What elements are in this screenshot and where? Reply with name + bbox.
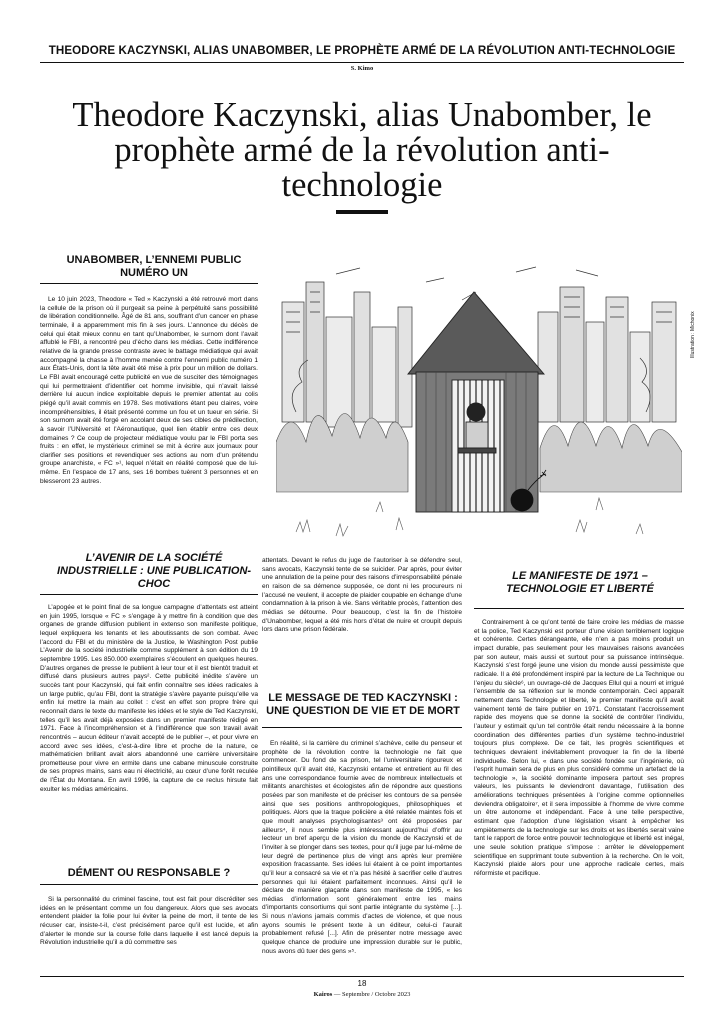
illustration	[276, 262, 682, 544]
section-rule	[40, 283, 258, 284]
section-body-avenir: L’apogée et le point final de sa longue campagne d’attentats est atteint en juin 1995, lorsque « FC » s’engage à y mettre fin à condition que des organes de grande diffusion publient in extenso son manifeste politique, lequel expliquera les tenants et les aboutissants de son combat. Avec l’accord du FBI et du ministère de la Justice, le Washington Post publie L’Avenir de la société industrielle comme supplément à son édition du 19 septembre 1995. Les 850.000 exemplaires s’écoulent en quelques heures. D’autres organes de presse le publient à leur tour et il est bientôt traduit et diffusé dans plusieurs autres pays². Cette publicité inédite s’avère un succès tant pour Kaczynski, qui fait enfin connaître ses idées radicales à un large public, qu’au FBI, dont la stratégie s’avère payante puisqu’elle va enfin lui mettre la main au collet : c’est en effet son propre frère qui reconnaît dans le texte du manifeste les idées et le style de Ted Kaczynski, telles qu’il les avait déjà exposées dans un premier manifeste rédigé en 1971. Face à l’incompréhension et à l’indifférence que son travail avait rencontrés – aucun éditeur n’avait accepté de le publier –, et pour vivre en accord avec ses idées, c’est-à-dire libre et proche de la nature, ce mathématicien brillant avait alors abandonné une carrière universitaire prometteuse pour vivre en ermite dans une cabane minuscule construite de ses propres mains, sans eau ni électricité, au cœur d’une forêt reculée de l’État du Montana. En avril 1996, la capture de ce reclus hirsute fait exulter les médias américains.	[40, 604, 258, 793]
section-title-message: LE MESSAGE DE TED KACZYNSKI : UNE QUESTION DE VIE ET DE MORT	[266, 692, 460, 717]
section-rule	[40, 884, 258, 885]
footer-rule	[40, 976, 684, 977]
section-body-unabomber: Le 10 juin 2023, Theodore « Ted » Kaczynski a été retrouvé mort dans la cellule de la prison où il purgeait sa peine à perpétuité sans possibilité de libération conditionnelle. Âgé de 81 ans, souffrant d’un cancer en phase terminale, il a apparemment mis fin à ses jours. L’annonce du décès de celui qui était mieux connu en tant qu’Unabomber, le surnom dont l’avait affublé le FBI, a rencontré peu d’écho dans les médias. Cette indifférence relative de la grande presse contraste avec le battage médiatique qui avait accompagné la chasse à l’homme menée contre l’ennemi public numéro 1 aux États-Unis, dont la tête avait été mise à prix pour un million de dollars. Le FBI avait encouragé cette publicité en vue de susciter des témoignages qui lui permettraient d’identifier cet homme invisible, qui n’avait laissé derrière lui aucun indice exploitable depuis le premier attentat au colis piégé qu’il avait commis en 1978. Ses motivations étant peu claires, voire incompréhensibles, il était présenté comme un fou et un tueur en série. Si son surnom avait été forgé en accolant deux de ses cibles de prédilection, à savoir l’UNiversité et l’Aéronautique, quel lien établir entre ces deux domaines ? Ce coup de projecteur médiatique voulu par le FBI porta ses fruits : en effet, le mystérieux criminel se mit à écrire aux journaux pour clarifier ses positions et revendiquer ses actions au nom d’un prétendu groupe anarchiste, « FC »¹, lequel n’était en réalité composé que de lui-même. En l’espace de 17 ans, ses 16 bombes tuèrent 3 personnes et en blesseront 23 autres.	[40, 296, 258, 485]
section-body-dement: Si la personnalité du criminel fascine, tout est fait pour discréditer ses idées en le présentant comme un fou dangereux. Alors que ses avocats entendent plaider la folie pour lui éviter la peine de mort, il tente de les récuser car, insiste-t-il, c’est précisément parce qu’il est lucide, et afin d’alerter le monde sur la course folle dans laquelle il est lancé depuis la Révolution industrielle qu’il a dû commettre ses	[40, 896, 258, 947]
section-rule	[474, 608, 684, 609]
magazine-name: Kairos	[313, 991, 333, 998]
section-kicker: THEODORE KACZYNSKI, ALIAS UNABOMBER, LE PROPHÈTE ARMÉ DE LA RÉVOLUTION ANTI-TECHNOLOGIE	[48, 44, 676, 57]
section-body-manifeste: Contrairement à ce qu’ont tenté de faire croire les médias de masse et la police, Ted Kaczynski est porteur d’une vision terriblement logique et cohérente. Certes dérangeante, elle n’en a pas moins produit un impact durable, pas seulement pour les mauvaises raisons avancées par son auteur, mais aussi et surtout pour sa puissance intrinsèque. Kaczynski s’est forgé jeune une vision du monde aussi pessimiste que radicale. Il a été profondément inspiré par la lecture de La Technique ou l’enjeu du siècle⁶, un ouvrage-clé de Jacques Ellul qui a nourri et irrigué l’ensemble de sa réflexion sur le monde contemporain. Ceci apparaît nettement dans Technologie et liberté, le premier manifeste qu’il avait vainement tenté de faire publier en 1971. Constatant l’accroissement rapide des moyens que se donne la société de contrôler l’individu, l’auteur y estimait qu’un tel contrôle était rendu nécessaire à la bonne coordination des différentes parties d’un système techno-industriel toujours plus complexe. De ce fait, les progrès scientifiques et techniques devraient inévitablement provoquer la fin de la liberté individuelle. Selon lui, « dans une société fondée sur l’ingénierie, où l’esprit humain sera de plus en plus considéré comme un artefact de la technologie », la société dominante imposera partout ses propres valeurs, les puissants le deviendront davantage, l’utilisation des améliorations techniques présentées à l’origine comme optionnelles deviendra obligatoire⁷, et il sera impossible à l’homme de vivre comme un être autonome et indépendant. Face à une telle perspective, estimant que l’adoption d’une législation visant à empêcher les empiètements de la technologie sur les droits et les libertés serait vaine tant le rapport de force entre pouvoir technologique et liberté est inégal, une seule solution pratique s’impose : arrêter le développement scientifique en supprimant toute subvention à la recherche. On le voit, Kaczynski plaide alors pour une approche radicale certes, mais réformiste et pacifique.	[474, 619, 684, 878]
header-rule	[40, 62, 684, 63]
title-underline	[336, 210, 388, 214]
cabin-illustration	[276, 262, 682, 544]
section-title-unabomber: UNABOMBER, L’ENNEMI PUBLIC NUMÉRO UN	[66, 254, 242, 279]
article-title: Theodore Kaczynski, alias Unabomber, le prophète armé de la révolution anti-technologie	[72, 96, 652, 204]
illustration-credit: Illustration : Michonix	[690, 311, 696, 358]
byline: S. Kimo	[350, 65, 374, 72]
section-body-continuation: attentats. Devant le refus du juge de l’autoriser à se défendre seul, sans avocats, Kaczynski tente de se suicider. Par après, pour éviter une annulation de la peine pour des raisons d’irresponsabilité pénale en raison de sa démence supposée, ce dont ni les procureurs ni l’accusé ne veulent, il accepte de plaider coupable en échange d’une condamnation à la prison à vie. Sans véritable procès, l’attention des médias se détourne. Pour beaucoup, c’est la fin de l’histoire d’Unabomber, lequel a été mis hors d’état de nuire et croupit depuis lors dans une prison fédérale.	[262, 557, 462, 634]
section-title-dement: DÉMENT OU RESPONSABLE ?	[67, 867, 231, 879]
issue-date: — Septembre / Octobre 2023	[333, 991, 411, 998]
section-rule	[262, 727, 462, 728]
page-number: 18	[357, 979, 367, 988]
issue-line	[0, 991, 724, 998]
section-rule	[40, 594, 258, 595]
section-title-manifeste: LE MANIFESTE DE 1971 – TECHNOLOGIE ET LIBERTÉ	[506, 570, 654, 595]
section-title-avenir: L’AVENIR DE LA SOCIÉTÉ INDUSTRIELLE : UNE PUBLICATION-CHOC	[56, 552, 252, 590]
section-body-message: En réalité, si la carrière du criminel s’achève, celle du penseur et prophète de la révolution contre la technologie ne fait que commencer. Du fond de sa prison, tel l’universitaire rigoureux et pointilleux qu’il avait été, Kaczynski entame et entretient au fil des ans une correspondance fournie avec de nombreux intellectuels et militants anarchistes et écologistes afin de répondre aux questions posées par son manifeste et de préciser les contours de sa pensée ainsi que ses positions anthropologiques, philosophiques et politiques. Alors que la traque policière a été relatée maintes fois et que moult analyses psychologisantes³ ont été proposées par ailleurs⁴, il nous semble plus intéressant aujourd’hui d’offrir au lecteur un bref aperçu de la vision du monde de Kaczynski et de l’inviter à se plonger dans ses textes, pour qu’il juge par lui-même de leur degré de pertinence plus de vingt ans après leur première exposition fracassante. Ses idées lui étaient à ce point importantes qu’il leur a consacré sa vie et n’a pas hésité à sacrifier celle d’autres personnes qui lui étaient parfaitement inconnues. Ainsi qu’il le déclare de manière glaçante dans son manifeste de 1995, « les médias d’information sont généralement entre les mains d’importants consortiums qui sont partie intégrante du système [...]. Si nous n’avions jamais commis d’actes de violence, et que nous ayons soumis le présent texte à un éditeur, celui-ci l’aurait probablement refusé [...]. Afin de présenter notre message avec quelque chance de produire une impression durable sur le public, nous avons dû tuer des gens »⁵.	[262, 740, 462, 955]
